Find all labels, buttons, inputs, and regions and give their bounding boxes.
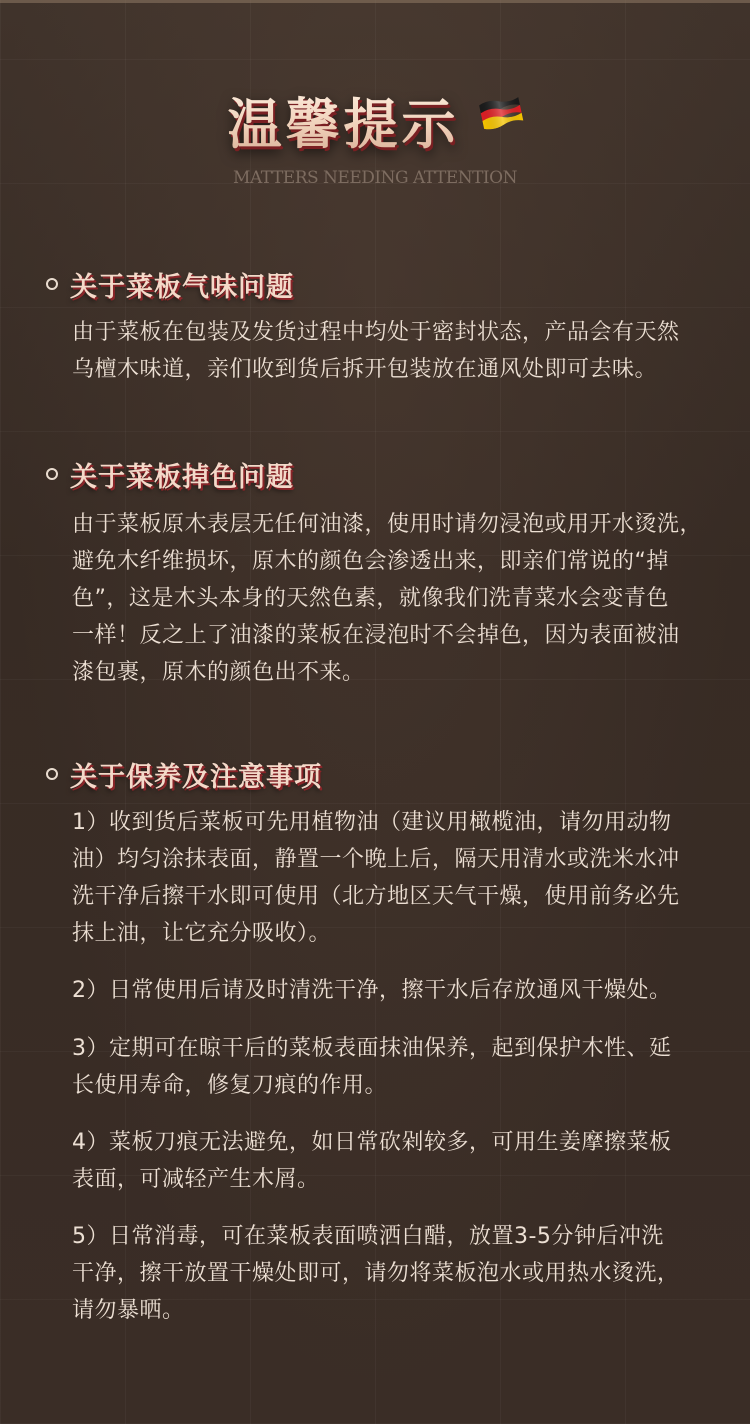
page-subtitle: MATTERS NEEDING ATTENTION <box>233 168 517 188</box>
section-title: 关于保养及注意事项 <box>70 761 322 793</box>
maintenance-item-2: 2）日常使用后请及时清洗干净，擦干水后存放通风干燥处。 <box>72 978 672 1003</box>
circle-bullet-icon <box>46 278 58 290</box>
maintenance-item-3: 3）定期可在晾干后的菜板表面抹油保养，起到保护木性、延 长使用寿命，修复刀痕的作用。 <box>72 1036 672 1098</box>
page-title: 温馨提示 <box>227 82 459 159</box>
section-heading-color-fading <box>46 454 294 494</box>
section-title: 关于菜板掉色问题 <box>70 461 294 493</box>
section-heading-odor <box>46 264 294 304</box>
maintenance-item-5: 5）日常消毒，可在菜板表面喷洒白醋，放置3-5分钟后冲洗 干净，擦干放置干燥处即可，请勿将菜板泡水或用热水烫洗， 请勿暴晒。 <box>72 1224 680 1323</box>
top-border <box>0 0 750 3</box>
section-paragraph: 由于菜板在包装及发货过程中均处于密封状态，产品会有天然 乌檀木味道，亲们收到货后拆开包装放在通风处即可去味。 <box>72 320 680 382</box>
section-title: 关于菜板气味问题 <box>70 271 294 303</box>
circle-bullet-icon <box>46 468 58 480</box>
header <box>0 82 750 159</box>
section-heading-maintenance <box>46 754 322 794</box>
maintenance-item-1: 1）收到货后菜板可先用植物油（建议用橄榄油，请勿用动物 油）均匀涂抹表面，静置一个晚上后，隔天用清水或洗米水冲 洗干净后擦干水即可使用（北方地区天气干燥，使用前务必先 抹上油，让它充分吸收）。 <box>72 810 680 946</box>
section-paragraph: 由于菜板原木表层无任何油漆，使用时请勿浸泡或用开水烫洗， 避免木纤维损坏，原木的颜色会渗透出来，即亲们常说的“掉 色”，这是木头本身的天然色素，就像我们洗青菜水会变青色 一样！反之上了油漆的菜板在浸泡时不会掉色，因为表面被油 漆包裹，原木的颜色出不来。 <box>72 512 703 685</box>
maintenance-item-4: 4）菜板刀痕无法避免，如日常砍剁较多，可用生姜摩擦菜板 表面，可减轻产生木屑。 <box>72 1130 672 1192</box>
circle-bullet-icon <box>46 768 58 780</box>
germany-flag-icon <box>476 92 525 130</box>
